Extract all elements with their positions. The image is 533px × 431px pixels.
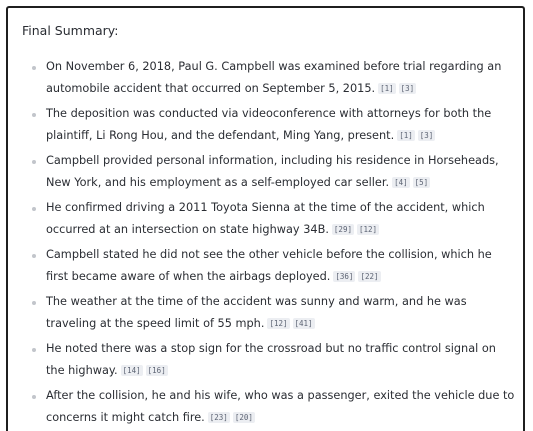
summary-item <box>46 244 506 288</box>
final-summary-panel <box>6 6 525 431</box>
summary-item <box>46 150 506 194</box>
summary-item-line <box>46 360 506 382</box>
bullet-dot-icon <box>32 395 36 399</box>
summary-item-text: first became aware of when the airbags deployed. <box>46 270 331 283</box>
summary-item-line <box>46 266 506 288</box>
summary-item <box>46 103 506 147</box>
summary-item <box>46 56 506 100</box>
summary-item-line <box>46 78 506 100</box>
summary-item-text: concerns it might catch fire. <box>46 411 205 424</box>
summary-item <box>46 385 515 429</box>
summary-item-line: He noted there was a stop sign for the crossroad but no traffic control signal on <box>46 342 496 355</box>
summary-item-text: traveling at the speed limit of 55 mph. <box>46 317 265 330</box>
bullet-dot-icon <box>32 160 36 164</box>
bullet-dot-icon <box>32 66 36 70</box>
summary-item-text: automobile accident that occurred on September 5, 2015. <box>46 82 376 95</box>
summary-item-line: On November 6, 2018, Paul G. Campbell was examined before trial regarding an <box>46 60 502 73</box>
citation-badge[interactable]: [12] <box>358 225 378 234</box>
summary-item-line: Campbell stated he did not see the other vehicle before the collision, which he <box>46 248 492 261</box>
citation-badge[interactable]: [3] <box>419 131 434 140</box>
summary-item-text: New York, and his employment as a self-employed car seller. <box>46 176 390 189</box>
bullet-dot-icon <box>32 254 36 258</box>
summary-item-line: The deposition was conducted via videoconference with attorneys for both the <box>46 107 492 120</box>
summary-item <box>46 291 506 335</box>
citation-badge[interactable]: [3] <box>400 84 415 93</box>
summary-item-text: the highway. <box>46 364 118 377</box>
citation-badge[interactable]: [5] <box>414 178 429 187</box>
citation-badge[interactable]: [1] <box>380 84 394 93</box>
citation-badge[interactable]: [20] <box>234 413 253 422</box>
citation-badge[interactable]: [41] <box>294 319 313 328</box>
summary-item <box>46 197 506 241</box>
summary-title: Final Summary: <box>22 23 119 38</box>
summary-item-line: After the collision, he and his wife, who was a passenger, exited the vehicle due to <box>46 389 515 402</box>
citation-badge[interactable]: [29] <box>333 225 352 234</box>
citation-badge[interactable]: [23] <box>209 413 228 422</box>
summary-item-line <box>46 407 506 429</box>
summary-item-line: Campbell provided personal information, including his residence in Horseheads, <box>46 154 499 167</box>
summary-item-text: plaintiff, Li Rong Hou, and the defendant, Ming Yang, present. <box>46 129 395 142</box>
citation-badge[interactable]: [36] <box>335 272 354 281</box>
summary-item <box>46 338 506 382</box>
citation-badge[interactable]: [16] <box>147 366 166 375</box>
summary-item-line <box>46 219 506 241</box>
summary-item-line: He confirmed driving a 2011 Toyota Sienna at the time of the accident, which <box>46 201 485 214</box>
summary-item-line <box>46 313 506 335</box>
citation-badge[interactable]: [14] <box>122 366 141 375</box>
bullet-dot-icon <box>32 113 36 117</box>
citation-badge[interactable]: [12] <box>269 319 288 328</box>
bullet-dot-icon <box>32 348 36 352</box>
citation-badge[interactable]: [22] <box>360 272 379 281</box>
summary-item-text: occurred at an intersection on state highway 34B. <box>46 223 329 236</box>
summary-item-line: The weather at the time of the accident was sunny and warm, and he was <box>46 295 467 308</box>
bullet-dot-icon <box>32 301 36 305</box>
citation-badge[interactable]: [1] <box>399 131 413 140</box>
bullet-dot-icon <box>32 207 36 211</box>
citation-badge[interactable]: [4] <box>394 178 408 187</box>
summary-item-line <box>46 172 506 194</box>
summary-item-line <box>46 125 506 147</box>
